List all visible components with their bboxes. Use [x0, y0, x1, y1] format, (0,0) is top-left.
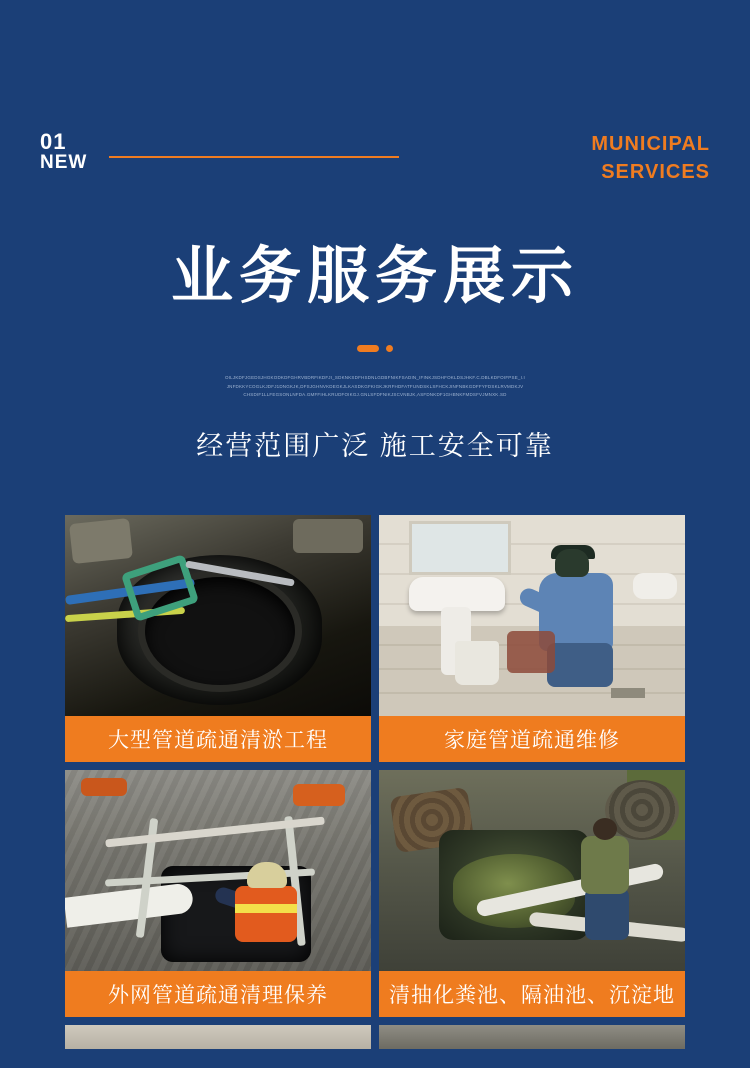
service-photo-home-pipe-repair [379, 515, 685, 716]
dot-wide-icon [357, 345, 379, 352]
service-card-partial[interactable] [65, 1025, 371, 1049]
header-divider-rule [109, 156, 399, 158]
section-new-label: NEW [40, 152, 88, 174]
service-caption: 外网管道疏通清理保养 [65, 971, 371, 1017]
service-card[interactable] [65, 770, 371, 1017]
service-photo-large-pipe-dredging [65, 515, 371, 716]
micro-filler-text: OILJKDFJGEDSJHGKODKDFGHRVBDRFIKDFJI_SDKNKSDFHSDNLGDBFNIKFSADIN_IFINKJSDHFOKLDSJHKF.C.DBLKDFOIFPSE_I.IJNFDKKYCOGLKJDFJ1DNGKJK,DFSJGHNVKDEGKJLKASDKGFKIGKJKRFHDFATFUNDSKLSFHCKJINFNBKGDFFYFDSKLRVMDKJVCHSDIF1LLFEGSONLNFDA.GMFFIHLKRUDFOIKGJ.GNLSFDFNIKJSCVNBJK,ASFDNKDF1GHBNKFMDSFVJMNXK.SD [225, 375, 525, 398]
header-right-line2: SERVICES [601, 161, 710, 183]
header-right-line1: MUNICIPAL [591, 133, 710, 155]
section-number: 01 [40, 129, 67, 154]
service-caption: 大型管道疏通清淤工程 [65, 716, 371, 762]
service-caption: 家庭管道疏通维修 [379, 716, 685, 762]
header-left [40, 130, 399, 173]
dot-icon [386, 345, 393, 352]
dot-separator [0, 345, 750, 352]
page-subtitle: 经营范围广泛 施工安全可靠 [196, 430, 554, 461]
title-block [0, 226, 750, 463]
service-photo-septic-tank-cleaning [379, 770, 685, 971]
section-number-block [40, 130, 87, 173]
service-photo-partial-left [65, 1025, 371, 1049]
service-photo-outdoor-pipe-maintenance [65, 770, 371, 971]
service-card[interactable] [379, 770, 685, 1017]
page-title: 业务服务展示 [170, 242, 579, 311]
service-card-partial[interactable] [379, 1025, 685, 1049]
page-header [0, 0, 750, 186]
service-card-grid [65, 515, 685, 1049]
service-card[interactable] [379, 515, 685, 762]
service-caption: 清抽化粪池、隔油池、沉淀地 [379, 971, 685, 1017]
service-photo-partial-right [379, 1025, 685, 1049]
header-right [591, 130, 710, 186]
service-card[interactable] [65, 515, 371, 762]
